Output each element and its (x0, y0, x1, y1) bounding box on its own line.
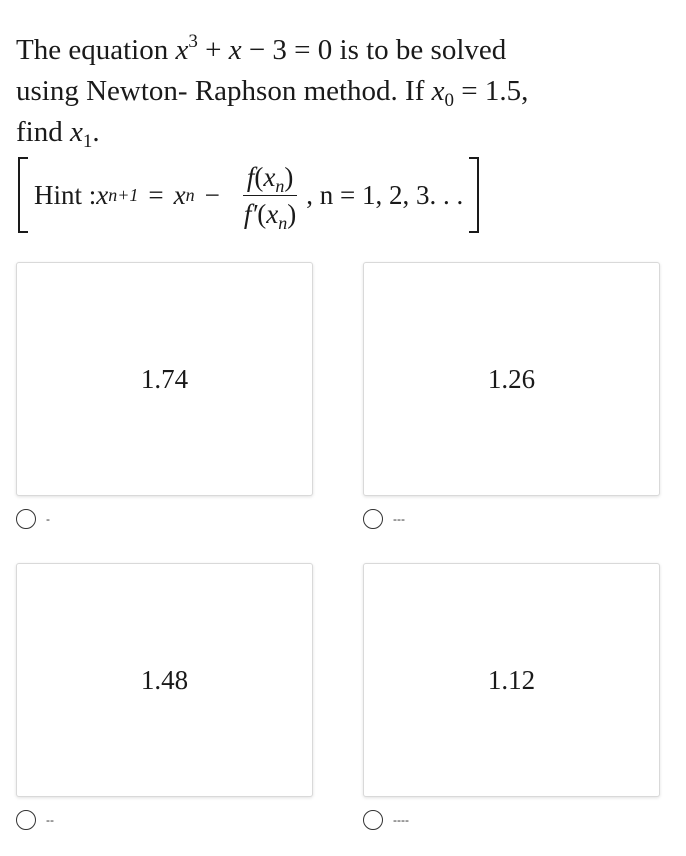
fraction (240, 161, 300, 233)
option-card-c[interactable] (16, 563, 313, 797)
fraction-numerator: $f(x_n)$ (243, 161, 298, 196)
question-line-2: using Newton- Raphson method. If $x_0 = 1.5$, (16, 75, 529, 111)
option-value-b: 1.26 (487, 363, 536, 394)
right-bracket (469, 157, 479, 233)
option-label-c: -- (46, 813, 54, 827)
question-line-3: find $x_1$. (16, 116, 100, 152)
fraction-denominator: $f'(x_n)$ (243, 198, 297, 233)
option-radio-row-d[interactable] (363, 810, 409, 830)
radio-button-b[interactable] (363, 509, 383, 529)
option-card-d[interactable] (363, 563, 660, 797)
hint-label: Hint : (34, 179, 97, 210)
option-radio-row-a[interactable] (16, 509, 50, 529)
option-radio-row-b[interactable] (363, 509, 405, 529)
option-label-b: --- (393, 512, 405, 526)
option-radio-row-c[interactable] (16, 810, 54, 830)
option-label-a: - (46, 512, 50, 526)
question-line-1: The equation $x^3 + x - 3 = 0$ is to be solved (16, 31, 507, 66)
radio-button-a[interactable] (16, 509, 36, 529)
option-value-d: 1.12 (487, 664, 536, 695)
option-value-c: 1.48 (140, 664, 189, 695)
question-text (16, 30, 666, 153)
option-value-a: 1.74 (140, 363, 189, 394)
hint-formula: Hint : x n+1 = x n − $\frac{f(x_n)}{f'(x_n)}$ , n = 1, 2, 3. . . (18, 155, 594, 235)
option-label-d: ---- (393, 813, 409, 827)
option-card-a[interactable] (16, 262, 313, 496)
option-card-b[interactable] (363, 262, 660, 496)
hint-tail: , n = 1, 2, 3. . . (306, 179, 464, 210)
left-bracket (18, 157, 28, 233)
radio-button-c[interactable] (16, 810, 36, 830)
radio-button-d[interactable] (363, 810, 383, 830)
